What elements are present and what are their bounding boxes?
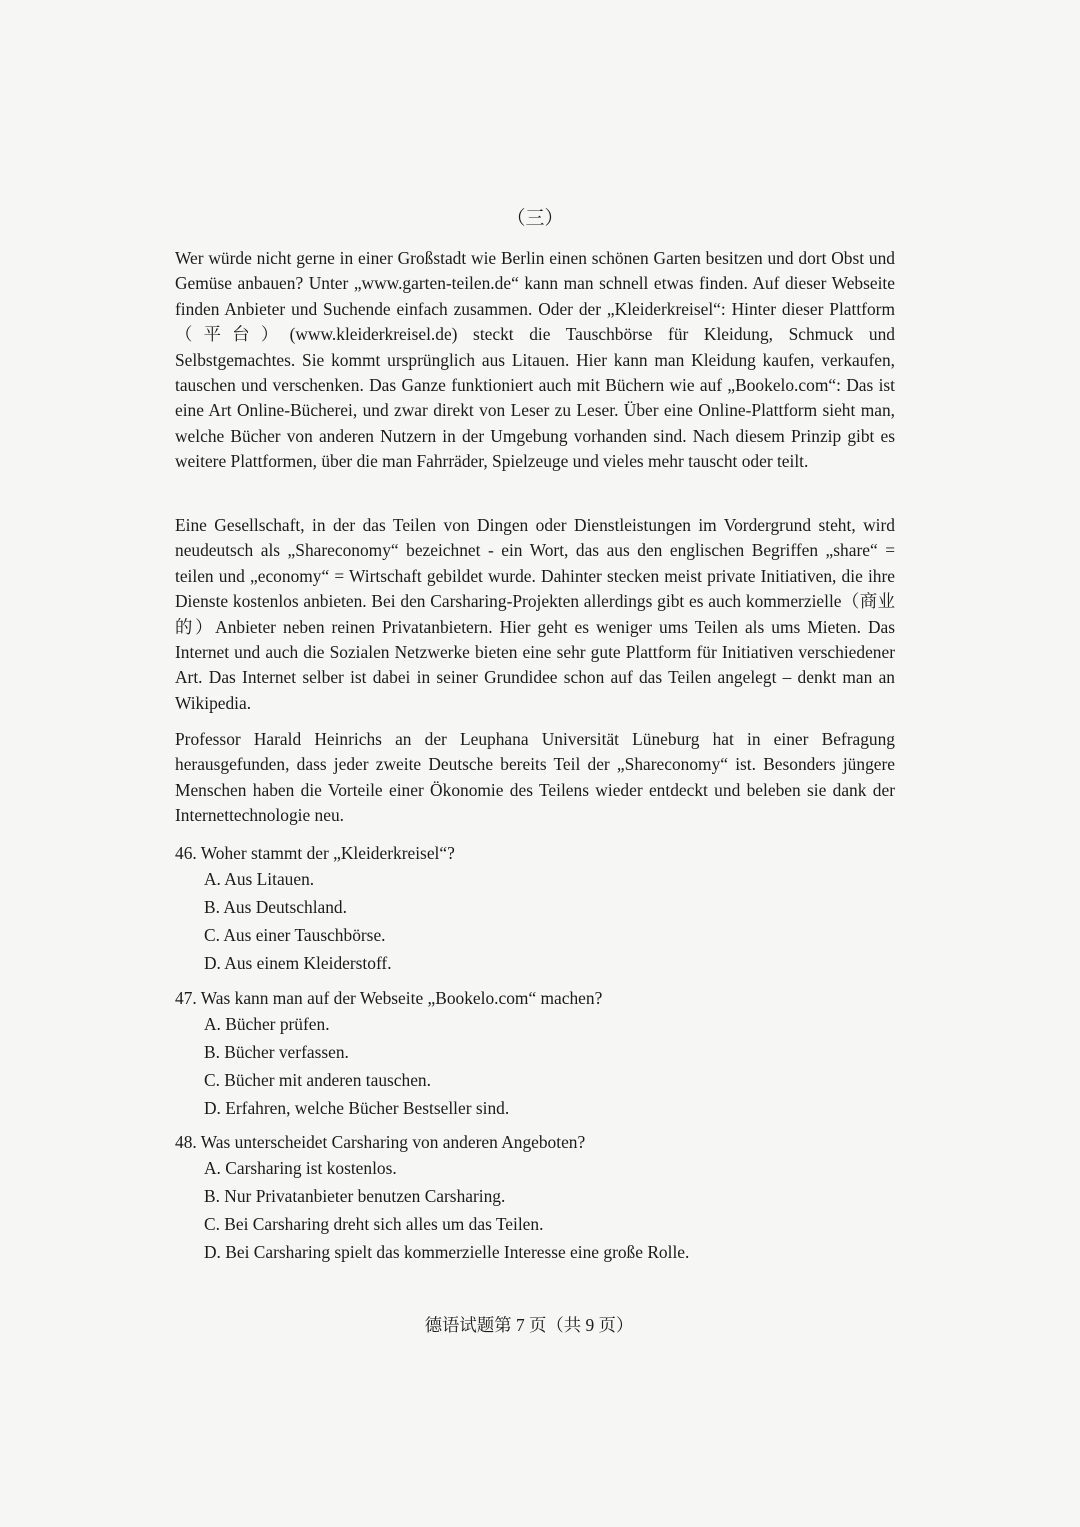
option-c: C. Bei Carsharing dreht sich alles um das Teilen. [204, 1214, 544, 1234]
option-d: D. Aus einem Kleiderstoff. [204, 953, 392, 973]
page-footer: 德语试题第 7 页（共 9 页） [424, 1315, 634, 1335]
question-stem: 48. Was unterscheidet Carsharing von anderen Angeboten? [175, 1132, 586, 1152]
paragraph-text: Eine Gesellschaft, in der das Teilen von Dingen oder Dienstleistungen im Vordergrund steht, wird neudeutsch als „Shareconomy“ bezeichnet - ein Wort, das aus den englischen Begriffen „share“ = teilen und „economy“ = Wirtschaft gebildet wurde. Dahinter stecken meist private Initiativen, die ihre Dienste kostenlos anbieten. Bei den Carsharing-Projekten allerdings gibt es auch kommerzielle（商业的）Anbieter neben reinen Privatanbietern. Hier geht es weniger ums Teilen als ums Mieten. Das Internet und auch die Sozialen Netzwerke bieten eine sehr gute Plattform für Initiativen verschiedener Art. Das Internet selber ist dabei in seiner Grundidee schon auf das Teilen angelegt – denkt man an Wikipedia. [175, 515, 895, 713]
question-48 [175, 1130, 895, 1266]
option-c: C. Aus einer Tauschbörse. [204, 925, 386, 945]
paragraph-text: Wer würde nicht gerne in einer Großstadt wie Berlin einen schönen Garten besitzen und dort Obst und Gemüse anbauen? Unter „www.garten-teilen.de“ kann man schnell etwas finden. Auf dieser Webseite finden Anbieter und Suchende einfach zusammen. Oder der „Kleiderkreisel“: Hinter dieser Plattform（平台）(www.kleiderkreisel.de) steckt die Tauschbörse für Kleidung, Schmuck und Selbstgemachtes. Sie kommt ursprünglich aus Litauen. Hier kann man Kleidung kaufen, verkaufen, tauschen und verschenken. Das Ganze funktioniert auch mit Büchern wie auf „Bookelo.com“: Das ist eine Art Online-Bücherei, und zwar direkt von Leser zu Leser. Über eine Online-Plattform sieht man, welche Bücher von anderen Nutzern in der Umgebung vorhanden sind. Nach diesem Prinzip gibt es weitere Plattformen, über die man Fahrräder, Spielzeuge und vieles mehr tauscht oder teilt. [175, 248, 895, 472]
question-stem: 47. Was kann man auf der Webseite „Bookelo.com“ machen? [175, 988, 603, 1008]
option-b: B. Aus Deutschland. [204, 897, 347, 917]
option-b: B. Bücher verfassen. [204, 1042, 349, 1062]
option-a: A. Carsharing ist kostenlos. [204, 1158, 397, 1178]
option-d: D. Erfahren, welche Bücher Bestseller sind. [204, 1098, 510, 1118]
question-stem: 46. Woher stammt der „Kleiderkreisel“? [175, 843, 455, 863]
option-a: A. Bücher prüfen. [204, 1014, 330, 1034]
paragraph-text: Professor Harald Heinrichs an der Leuphana Universität Lüneburg hat in einer Befragung herausgefunden, dass jeder zweite Deutsche bereits Teil der „Shareconomy“ ist. Besonders jüngere Menschen haben die Vorteile einer Ökonomie des Teilens wieder entdeckt und beleben sie dank der Internettechnologie neu. [175, 729, 895, 826]
option-d: D. Bei Carsharing spielt das kommerzielle Interesse eine große Rolle. [204, 1242, 690, 1262]
option-c: C. Bücher mit anderen tauschen. [204, 1070, 431, 1090]
option-a: A. Aus Litauen. [204, 869, 315, 889]
passage-paragraph-2 [175, 513, 895, 716]
option-b: B. Nur Privatanbieter benutzen Carsharing. [204, 1186, 506, 1206]
question-46 [175, 841, 895, 977]
passage-paragraph-1 [175, 246, 895, 475]
question-47 [175, 986, 895, 1122]
passage-paragraph-3 [175, 727, 895, 829]
section-title: （三） [506, 208, 564, 229]
